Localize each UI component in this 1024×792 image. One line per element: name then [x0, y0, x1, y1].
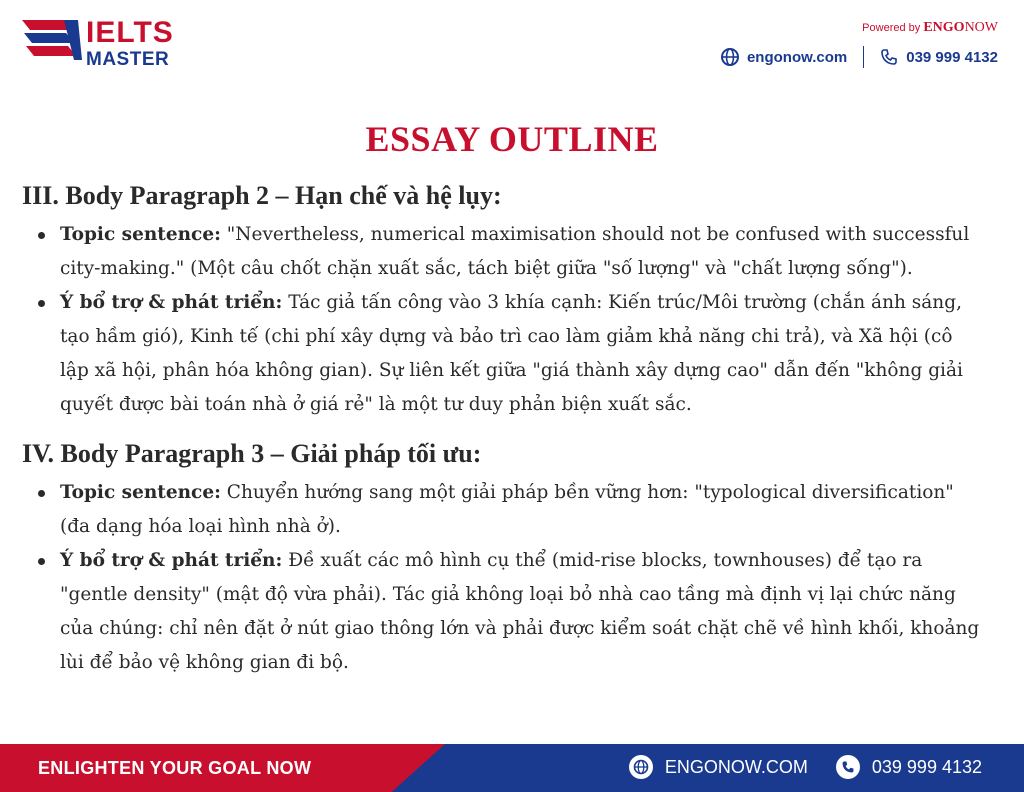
- point-text: Tác giả tấn công vào 3 khía cạnh: Kiến trúc/Môi trường (chắn ánh sáng, tạo hầm gió), Kinh tế (chi phí xây dựng và bảo trì cao làm giảm khả năng chi trả), và Xã hội (cô lập xã hội, phân hóa không gian). Sự liên kết giữa "giá thành xây dựng cao" dẫn đến "không giải quyết được bài toán nhà ở giá rẻ" là một tư duy phản biện xuất sắc.: [60, 292, 963, 415]
- powered-brand-bold: ENGO: [923, 20, 965, 35]
- powered-by: [862, 20, 998, 36]
- header-phone-text: 039 999 4132: [906, 48, 998, 66]
- section-heading-body-2: III. Body Paragraph 2 – Hạn chế và hệ lụy:: [22, 181, 502, 210]
- list-item: [22, 544, 984, 680]
- powered-brand-regular: NOW: [964, 20, 998, 35]
- globe-icon: [721, 48, 739, 66]
- powered-brand: [923, 20, 998, 35]
- footer-phone-link[interactable]: [836, 755, 982, 779]
- section-heading-body-3: IV. Body Paragraph 3 – Giải pháp tối ưu:: [22, 439, 482, 468]
- logo-ielts-text: IELTS: [86, 16, 174, 49]
- footer-phone-text: 039 999 4132: [871, 756, 982, 777]
- list-item: [22, 476, 984, 544]
- header-divider: [863, 46, 864, 68]
- bullet-icon: [38, 232, 45, 239]
- footer-website-link[interactable]: [629, 755, 808, 779]
- footer-bar: [0, 744, 1024, 792]
- point-text: Chuyển hướng sang một giải pháp bền vững hơn: "typological diversification" (đa dạng hóa loại hình nhà ở).: [60, 482, 954, 537]
- page-title: ESSAY OUTLINE: [365, 119, 659, 159]
- ielts-master-logo: [20, 14, 200, 74]
- point-text: Đề xuất các mô hình cụ thể (mid-rise blocks, townhouses) để tạo ra "gentle density" (mật độ vừa phải). Tác giả không loại bỏ nhà cao tầng mà định vị lại chức năng của chúng: chỉ nên đặt ở nút giao thông lớn và phải được kiểm soát chặt chẽ về hình khối, khoảng lùi để bảo vệ không gian đi bộ.: [60, 550, 980, 673]
- point-label: Topic sentence:: [60, 482, 221, 503]
- bullet-icon: [38, 558, 45, 565]
- logo-master-text: MASTER: [86, 49, 170, 70]
- point-text: "Nevertheless, numerical maximisation should not be confused with successful city-making." (Một câu chốt chặn xuất sắc, tách biệt giữa "số lượng" và "chất lượng sống").: [60, 224, 970, 279]
- header-phone-link[interactable]: [880, 48, 998, 66]
- powered-prefix: Powered by: [862, 22, 921, 34]
- point-label: Topic sentence:: [60, 224, 221, 245]
- list-item: [22, 286, 984, 422]
- logo-flag-icon: [20, 16, 82, 64]
- footer-website-text: ENGONOW.COM: [664, 756, 808, 777]
- essay-outline-content: [22, 178, 984, 680]
- list-item: [22, 218, 984, 286]
- phone-icon: [836, 755, 860, 779]
- header-contact: [721, 46, 998, 68]
- globe-icon: [629, 755, 653, 779]
- header-website-text: engonow.com: [746, 48, 848, 66]
- footer-slogan: ENLIGHTEN YOUR GOAL NOW: [38, 758, 312, 778]
- point-label: Ý bổ trợ & phát triển:: [60, 550, 283, 571]
- phone-icon: [880, 48, 898, 66]
- bullet-icon: [38, 490, 45, 497]
- point-label: Ý bổ trợ & phát triển:: [60, 292, 283, 313]
- section-points-body-2: [22, 218, 984, 422]
- footer-contact: [629, 755, 982, 779]
- header-website-link[interactable]: [721, 48, 847, 66]
- section-points-body-3: [22, 476, 984, 680]
- bullet-icon: [38, 300, 45, 307]
